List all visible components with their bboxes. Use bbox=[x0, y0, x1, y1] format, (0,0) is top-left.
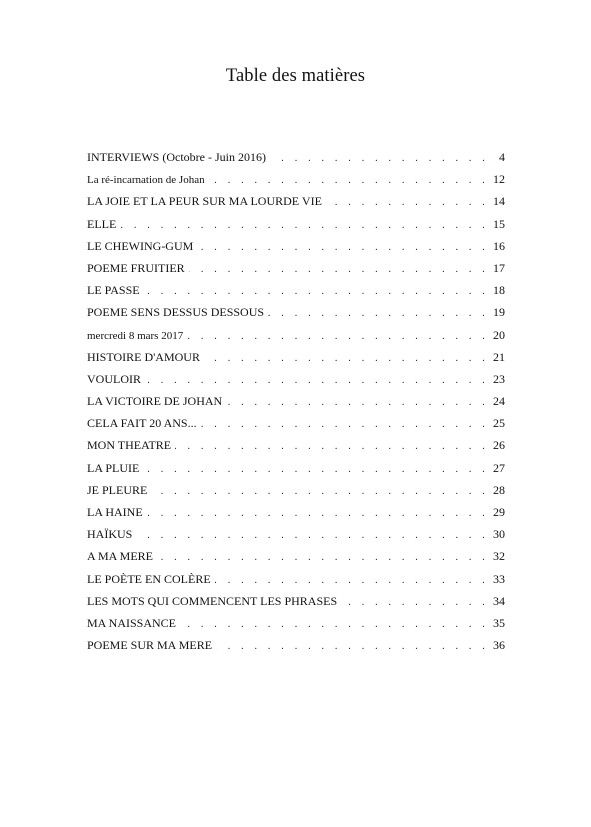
dot-leader bbox=[209, 170, 489, 192]
toc-entry-page-number: 15 bbox=[493, 216, 505, 231]
toc-entry[interactable] bbox=[87, 146, 505, 168]
dot-leader bbox=[147, 503, 489, 525]
toc-entry-title: MA NAISSANCE bbox=[87, 612, 180, 634]
toc-entry-page-number: 25 bbox=[493, 416, 505, 431]
dot-leader bbox=[226, 392, 489, 414]
toc-entry[interactable] bbox=[87, 501, 505, 523]
toc-entry-title: CELA FAIT 20 ANS... bbox=[87, 412, 201, 434]
toc-entry[interactable] bbox=[87, 324, 505, 346]
toc-entry-page-number: 33 bbox=[493, 571, 505, 586]
dot-leader bbox=[215, 570, 489, 592]
toc-entry[interactable] bbox=[87, 612, 505, 634]
dot-leader bbox=[326, 192, 489, 214]
toc-entry[interactable] bbox=[87, 213, 505, 235]
toc-entry-title: LES MOTS QUI COMMENCENT LES PHRASES bbox=[87, 590, 341, 612]
dot-leader bbox=[136, 525, 489, 547]
toc-entry[interactable] bbox=[87, 257, 505, 279]
dot-leader bbox=[341, 592, 489, 614]
toc-entry-page-number: 23 bbox=[493, 371, 505, 386]
toc-entry[interactable] bbox=[87, 390, 505, 412]
dot-leader bbox=[120, 215, 489, 237]
toc-entry-page-number: 24 bbox=[493, 394, 505, 409]
toc-entry[interactable] bbox=[87, 168, 505, 190]
dot-leader bbox=[180, 614, 489, 636]
toc-entry[interactable] bbox=[87, 590, 505, 612]
toc-entry-page-number: 17 bbox=[493, 260, 505, 275]
toc-entry[interactable] bbox=[87, 301, 505, 323]
toc-entry-title: POEME FRUITIER bbox=[87, 257, 189, 279]
dot-leader bbox=[270, 148, 489, 170]
dot-leader bbox=[201, 414, 489, 436]
toc-entry-title: LA HAINE bbox=[87, 501, 147, 523]
toc-entry[interactable] bbox=[87, 368, 505, 390]
toc-entry-title: LE CHEWING-GUM bbox=[87, 235, 197, 257]
toc-entry[interactable] bbox=[87, 457, 505, 479]
dot-leader bbox=[151, 481, 489, 503]
toc-entry[interactable] bbox=[87, 190, 505, 212]
toc-entry-page-number: 32 bbox=[493, 549, 505, 564]
toc-entry-page-number: 35 bbox=[493, 615, 505, 630]
toc-entry-page-number: 21 bbox=[493, 349, 505, 364]
toc-entry-title: HISTOIRE D'AMOUR bbox=[87, 346, 204, 368]
toc-entry-page-number: 20 bbox=[493, 327, 505, 342]
toc-entry-title: LA JOIE ET LA PEUR SUR MA LOURDE VIE bbox=[87, 190, 326, 212]
toc-entry-page-number: 30 bbox=[493, 527, 505, 542]
dot-leader bbox=[197, 237, 489, 259]
toc-entry[interactable] bbox=[87, 434, 505, 456]
toc-entry-title: JE PLEURE bbox=[87, 479, 151, 501]
toc-entry[interactable] bbox=[87, 412, 505, 434]
toc-entry[interactable] bbox=[87, 279, 505, 301]
toc-entry-page-number: 12 bbox=[493, 172, 505, 187]
toc-entry-title: A MA MERE bbox=[87, 545, 157, 567]
toc-entry-page-number: 29 bbox=[493, 505, 505, 519]
toc-entry-title: La ré-incarnation de Johan bbox=[87, 169, 209, 191]
toc-entry-page-number: 14 bbox=[493, 194, 505, 209]
toc-entry-title: ELLE bbox=[87, 213, 120, 235]
dot-leader bbox=[157, 547, 489, 569]
table-of-contents bbox=[87, 146, 505, 656]
dot-leader bbox=[145, 370, 489, 392]
dot-leader bbox=[144, 281, 489, 303]
toc-entry-title: INTERVIEWS (Octobre - Juin 2016) bbox=[87, 146, 270, 168]
dot-leader bbox=[187, 326, 489, 348]
page-title: Table des matières bbox=[225, 66, 366, 86]
toc-entry-page-number: 28 bbox=[493, 482, 505, 497]
toc-entry-page-number: 4 bbox=[499, 150, 505, 164]
toc-entry-title: POEME SUR MA MERE bbox=[87, 634, 216, 656]
toc-entry[interactable] bbox=[87, 346, 505, 368]
dot-leader bbox=[175, 436, 489, 458]
dot-leader bbox=[216, 636, 489, 658]
dot-leader bbox=[204, 348, 489, 370]
toc-entry[interactable] bbox=[87, 545, 505, 567]
toc-entry-page-number: 27 bbox=[493, 460, 505, 475]
toc-entry-title: LE POÈTE EN COLÈRE bbox=[87, 568, 215, 590]
toc-entry-page-number: 16 bbox=[493, 238, 505, 253]
dot-leader bbox=[189, 259, 489, 281]
toc-entry-title: VOULOIR bbox=[87, 368, 145, 390]
dot-leader bbox=[143, 459, 489, 481]
toc-entry-title: LA PLUIE bbox=[87, 457, 143, 479]
toc-entry-title: POEME SENS DESSUS DESSOUS bbox=[87, 301, 268, 323]
toc-entry-page-number: 19 bbox=[493, 305, 505, 320]
toc-entry[interactable] bbox=[87, 634, 505, 656]
toc-entry[interactable] bbox=[87, 479, 505, 501]
toc-entry[interactable] bbox=[87, 235, 505, 257]
toc-entry[interactable] bbox=[87, 568, 505, 590]
toc-entry-title: MON THEATRE bbox=[87, 434, 175, 456]
toc-entry-page-number: 34 bbox=[493, 593, 505, 608]
toc-entry-title: LA VICTOIRE DE JOHAN bbox=[87, 390, 226, 412]
toc-entry-title: LE PASSE bbox=[87, 279, 144, 301]
toc-entry-title: mercredi 8 mars 2017 bbox=[87, 325, 187, 347]
toc-entry-page-number: 18 bbox=[493, 283, 505, 298]
toc-entry-title: HAÏKUS bbox=[87, 523, 136, 545]
toc-entry-page-number: 26 bbox=[493, 438, 505, 453]
toc-entry[interactable] bbox=[87, 523, 505, 545]
toc-entry-page-number: 36 bbox=[493, 638, 505, 653]
dot-leader bbox=[268, 303, 489, 325]
